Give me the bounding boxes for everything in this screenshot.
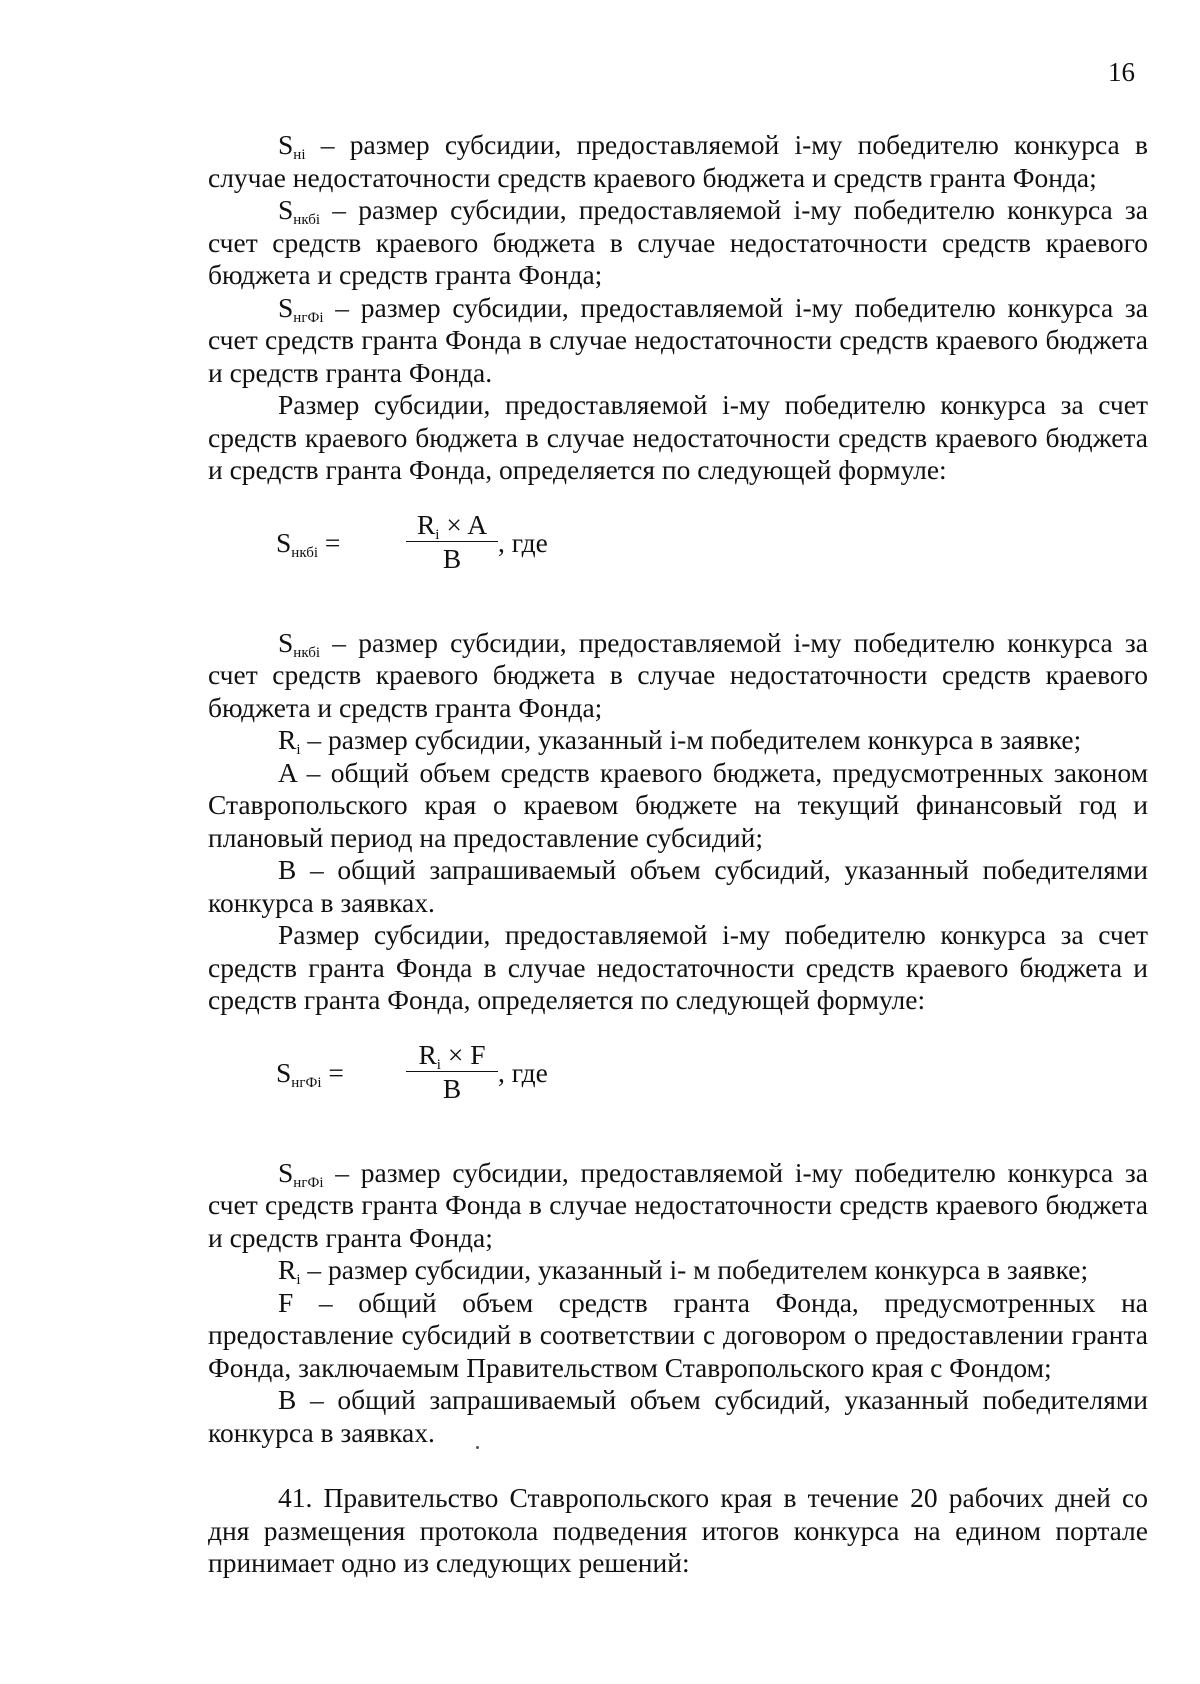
formula-fund-grant bbox=[276, 1039, 676, 1111]
section-spacer bbox=[208, 1449, 1148, 1482]
definition-text: – размер субсидии, предоставляемой i-му победителю конкурса за счет средств краевого бюджета в случае недостаточности средств краевого бюджета и средств гранта Фонда; bbox=[208, 626, 1148, 723]
definition-symbol: S bbox=[278, 129, 294, 160]
formula-lhs-symbol: S bbox=[276, 526, 292, 558]
definition-text: – размер субсидии, предоставляемой i-му победителю конкурса за счет средств гранта Фонда в случае недостаточности средств краевого бюджета и средств гранта Фонда. bbox=[208, 291, 1148, 388]
formula-num-subscript: i bbox=[435, 526, 440, 543]
formula-denominator: B bbox=[442, 542, 462, 574]
formula-where: , где bbox=[498, 526, 548, 558]
clause-41: 41. Правительство Ставропольского края в течение 20 рабочих дней со дня размещения протокола подведения итогов конкурса на едином портале принимает одно из следующих решений: bbox=[208, 1482, 1148, 1578]
definition-symbol: S bbox=[278, 626, 294, 658]
definition-symbol: B bbox=[278, 854, 297, 885]
formula-num-rest: × A bbox=[439, 508, 488, 540]
definition-symbol: A bbox=[278, 756, 297, 788]
formula-lhs bbox=[276, 1057, 344, 1090]
formula-num-symbol: R bbox=[418, 1038, 437, 1070]
definition-text: – общий запрашиваемый объем субсидий, указанный победителями конкурса в заявках. bbox=[208, 854, 1148, 918]
page-number: 16 bbox=[1108, 57, 1135, 87]
definition-symbol: F bbox=[278, 1286, 294, 1318]
definition-subscript: нкбi bbox=[293, 212, 321, 228]
definition-symbol: R bbox=[278, 1254, 297, 1285]
definition-r-i bbox=[208, 724, 1148, 757]
formula-numerator bbox=[404, 1039, 500, 1071]
document-body bbox=[208, 129, 1148, 1580]
formula-equals: = bbox=[321, 1056, 344, 1088]
definition-subscript: i bbox=[296, 742, 301, 758]
definition-text: – размер субсидии, предоставляемой i-му победителю конкурса за счет средств краевого бюджета в случае недостаточности средств краевого бюджета и средств гранта Фонда; bbox=[208, 194, 1148, 290]
definition-text: – размер субсидии, предоставляемой i-му победителю конкурса в случае недостаточности средств краевого бюджета и средств гранта Фонда; bbox=[208, 129, 1148, 193]
definition-symbol: S bbox=[278, 291, 294, 323]
definition-s-ni bbox=[208, 129, 1148, 194]
definition-symbol: R bbox=[278, 724, 297, 755]
formula-where: , где bbox=[498, 1056, 548, 1088]
definition-text: – общий объем средств краевого бюджета, предусмотренных законом Ставропольского края о краевом бюджете на текущий финансовый год и плановый период на предоставление субсидий; bbox=[208, 756, 1148, 853]
definition-s-nkbi bbox=[208, 194, 1148, 292]
definition-subscript: i bbox=[296, 1272, 301, 1288]
formula-lhs-subscript: нгФi bbox=[291, 1074, 322, 1091]
formula-lhs-symbol: S bbox=[276, 1056, 292, 1088]
definition-symbol: S bbox=[278, 194, 294, 225]
definition-text: – размер субсидии, указанный i-м победителем конкурса в заявке; bbox=[300, 724, 1082, 755]
definition-text: – размер субсидии, предоставляемой i-му победителю конкурса за счет средств гранта Фонда в случае недостаточности средств краевого бюджета и средств гранта Фонда; bbox=[208, 1156, 1148, 1253]
formula-num-rest: × F bbox=[440, 1038, 486, 1070]
definition-text: – общий запрашиваемый объем субсидий, указанный победителями конкурса в заявках. bbox=[208, 1384, 1148, 1448]
definition-b bbox=[208, 854, 1148, 919]
definition-subscript: нгФi bbox=[293, 1174, 324, 1191]
definition-s-ngfi bbox=[208, 292, 1148, 390]
definition-f bbox=[208, 1287, 1148, 1385]
formula-equals: = bbox=[318, 526, 341, 558]
definition-r-i-2 bbox=[208, 1254, 1148, 1287]
definition-text: – общий объем средств гранта Фонда, предусмотренных на предоставление субсидий в соответствии с договором о предоставлении гранта Фонда, заключаемым Правительством Ставропольского края с Фондом; bbox=[208, 1286, 1148, 1383]
definition-s-ngfi-2 bbox=[208, 1157, 1148, 1255]
formula-lhs bbox=[276, 527, 340, 560]
formula-intro-fund-grant: Размер субсидии, предоставляемой i-му победителю конкурса за счет средств гранта Фонда в случае недостаточности средств краевого бюджета и средств гранта Фонда, определяется по следующей формуле: bbox=[208, 919, 1148, 1015]
formula-denominator: B bbox=[442, 1072, 462, 1104]
definition-a bbox=[208, 757, 1148, 855]
formula-regional-budget bbox=[276, 509, 676, 581]
definition-symbol: B bbox=[278, 1384, 297, 1415]
formula-num-subscript: i bbox=[436, 1056, 441, 1073]
formula-intro-regional-budget: Размер субсидии, предоставляемой i-му победителю конкурса за счет средств краевого бюджета в случае недостаточности средств краевого бюджета и средств гранта Фонда, определяется по следующей формуле: bbox=[208, 389, 1148, 485]
definition-b-2 bbox=[208, 1384, 1148, 1449]
scan-speck bbox=[476, 1446, 479, 1449]
definition-text: – размер субсидии, указанный i- м победителем конкурса в заявке; bbox=[300, 1254, 1089, 1285]
formula-fraction bbox=[404, 1039, 500, 1106]
formula-num-symbol: R bbox=[416, 508, 436, 540]
definition-subscript: нкбi bbox=[293, 644, 321, 661]
definition-subscript: нгФi bbox=[293, 309, 324, 326]
formula-lhs-subscript: нкбi bbox=[291, 544, 319, 561]
definition-symbol: S bbox=[278, 1156, 294, 1188]
formula-numerator bbox=[404, 509, 500, 541]
definition-subscript: нi bbox=[293, 147, 306, 163]
definition-s-nkbi-2 bbox=[208, 627, 1148, 725]
formula-fraction bbox=[404, 509, 500, 576]
